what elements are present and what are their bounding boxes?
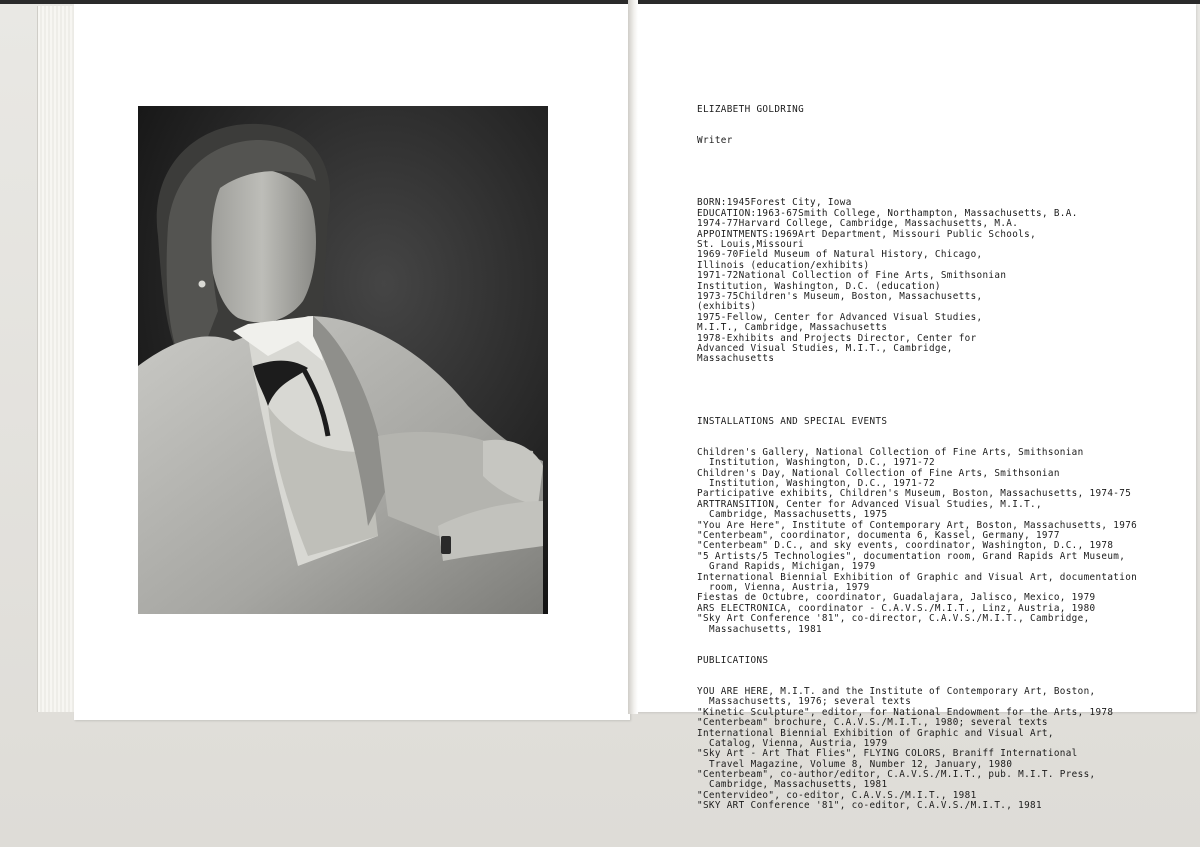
- bio-desc: Harvard College, Cambridge, Massachusetts, M.A.: [738, 218, 1019, 230]
- installation-entry: [697, 552, 1177, 573]
- publication-entry: [697, 770, 1177, 791]
- installations-heading: INSTALLATIONS AND SPECIAL EVENTS: [697, 415, 888, 427]
- bio-year: 1945: [726, 197, 751, 209]
- person-name: ELIZABETH GOLDRING: [697, 103, 805, 115]
- bio-desc: Exhibits and Projects Director, Center for: [726, 332, 977, 344]
- publication-entry: [697, 729, 1177, 750]
- publication-line: Cambridge, Massachusetts, 1981: [709, 779, 888, 791]
- installation-line: Participative exhibits, Children's Museum, Boston, Massachusetts, 1974-75: [697, 488, 1132, 500]
- bio-desc: Children's Museum, Boston, Massachusetts,: [738, 290, 983, 302]
- installation-entry: [697, 469, 1177, 490]
- installation-line: Institution, Washington, D.C., 1971-72: [709, 457, 935, 469]
- bio-label: APPOINTMENTS:: [697, 228, 775, 240]
- bio-section: [697, 198, 1177, 364]
- installation-line: Institution, Washington, D.C., 1971-72: [709, 478, 935, 490]
- bio-year: 1971-72: [697, 270, 739, 282]
- publications-heading: PUBLICATIONS: [697, 654, 769, 666]
- publication-entry: [697, 718, 1177, 728]
- bio-desc: Illinois (education/exhibits): [697, 259, 870, 271]
- bio-desc: Forest City, Iowa: [750, 197, 852, 209]
- installation-entry: [697, 500, 1177, 521]
- bio-year: 1973-75: [697, 290, 739, 302]
- publication-line: Massachusetts, 1976; several texts: [709, 696, 912, 708]
- publication-line: "Centervideo", co-editor, C.A.V.S./M.I.T., 1981: [697, 789, 977, 801]
- publication-entry: [697, 749, 1177, 770]
- installation-line: room, Vienna, Austria, 1979: [709, 581, 870, 593]
- bio-desc: National Collection of Fine Arts, Smithsonian: [738, 270, 1007, 282]
- installation-line: Cambridge, Massachusetts, 1975: [709, 509, 888, 521]
- spacer: [697, 167, 1177, 177]
- publication-line: "Sky Art - Art That Flies", FLYING COLORS, Braniff International: [697, 748, 1078, 760]
- installation-line: Grand Rapids, Michigan, 1979: [709, 561, 876, 573]
- publication-line: "Centerbeam" brochure, C.A.V.S./M.I.T., 1980; several texts: [697, 717, 1048, 729]
- bio-desc: St. Louis,Missouri: [697, 238, 805, 250]
- page-stack-edge: [38, 6, 74, 712]
- publication-line: "Kinetic Sculpture", editor, for National Endowment for the Arts, 1978: [697, 706, 1114, 718]
- publication-line: Catalog, Vienna, Austria, 1979: [709, 737, 888, 749]
- installation-line: "5 Artists/5 Technologies", documentation room, Grand Rapids Art Museum,: [697, 550, 1126, 562]
- installation-line: ARTTRANSITION, Center for Advanced Visual Studies, M.I.T.,: [697, 498, 1042, 510]
- installation-line: Children's Day, National Collection of Fine Arts, Smithsonian: [697, 467, 1060, 479]
- bio-year: 1975-: [697, 311, 727, 323]
- portrait-illustration: [138, 106, 548, 614]
- installation-entry: [697, 614, 1177, 635]
- bio-year: 1969: [774, 228, 799, 240]
- publication-line: "SKY ART Conference '81", co-editor, C.A.V.S./M.I.T., 1981: [697, 800, 1042, 812]
- bio-desc: Fellow, Center for Advanced Visual Studies,: [726, 311, 983, 323]
- bio-desc: M.I.T., Cambridge, Massachusetts: [697, 322, 888, 334]
- bio-label: BORN:: [697, 197, 727, 209]
- bio-desc: Smith College, Northampton, Massachusetts, B.A.: [798, 207, 1078, 219]
- bio-label: EDUCATION:: [697, 207, 757, 219]
- installation-line: "Centerbeam" D.C., and sky events, coordinator, Washington, D.C., 1978: [697, 540, 1114, 552]
- installation-line: "Centerbeam", coordinator, documenta 6, Kassel, Germany, 1977: [697, 530, 1060, 542]
- installation-line: ARS ELECTRONICA, coordinator - C.A.V.S./M.I.T., Linz, Austria, 1980: [697, 602, 1096, 614]
- person-role: Writer: [697, 135, 733, 147]
- publications-list: [697, 687, 1177, 812]
- spacer: [697, 385, 1177, 395]
- publication-line: YOU ARE HERE, M.I.T. and the Institute of Contemporary Art, Boston,: [697, 685, 1096, 697]
- publication-entry: [697, 687, 1177, 708]
- installation-line: International Biennial Exhibition of Graphic and Visual Art, documentation: [697, 571, 1138, 583]
- book-gutter: [628, 0, 638, 714]
- installation-entry: [697, 573, 1177, 594]
- installation-line: "Sky Art Conference '81", co-director, C.A.V.S./M.I.T., Cambridge,: [697, 613, 1090, 625]
- publication-entry: [697, 801, 1177, 811]
- cv-text-block: [697, 84, 1177, 822]
- bio-desc: Advanced Visual Studies, M.I.T., Cambridge,: [697, 342, 953, 354]
- bio-row: [697, 292, 1177, 302]
- bio-year: 1969-70: [697, 249, 739, 261]
- publication-line: International Biennial Exhibition of Graphic and Visual Art,: [697, 727, 1054, 739]
- bio-row-continuation: [697, 354, 1177, 364]
- installation-line: Children's Gallery, National Collection of Fine Arts, Smithsonian: [697, 446, 1084, 458]
- bio-desc: Institution, Washington, D.C. (education): [697, 280, 941, 292]
- installation-line: Fiestas de Octubre, coordinator, Guadalajara, Jalisco, Mexico, 1979: [697, 592, 1096, 604]
- bio-desc: Massachusetts: [697, 353, 775, 365]
- installation-entry: [697, 448, 1177, 469]
- installation-line: Massachusetts, 1981: [709, 623, 822, 635]
- publication-line: "Centerbeam", co-author/editor, C.A.V.S./M.I.T., pub. M.I.T. Press,: [697, 769, 1096, 781]
- bio-desc: (exhibits): [697, 301, 757, 313]
- installations-list: [697, 448, 1177, 635]
- publication-line: Travel Magazine, Volume 8, Number 12, January, 1980: [709, 758, 1013, 770]
- portrait-photo: [138, 106, 548, 614]
- bio-year: 1974-77: [697, 218, 739, 230]
- bio-year: 1978-: [697, 332, 727, 344]
- bio-year: 1963-67: [756, 207, 799, 219]
- bio-desc: Field Museum of Natural History, Chicago,: [738, 249, 983, 261]
- installation-line: "You Are Here", Institute of Contemporary Art, Boston, Massachusetts, 1976: [697, 519, 1138, 531]
- bio-desc: Art Department, Missouri Public Schools,: [798, 228, 1037, 240]
